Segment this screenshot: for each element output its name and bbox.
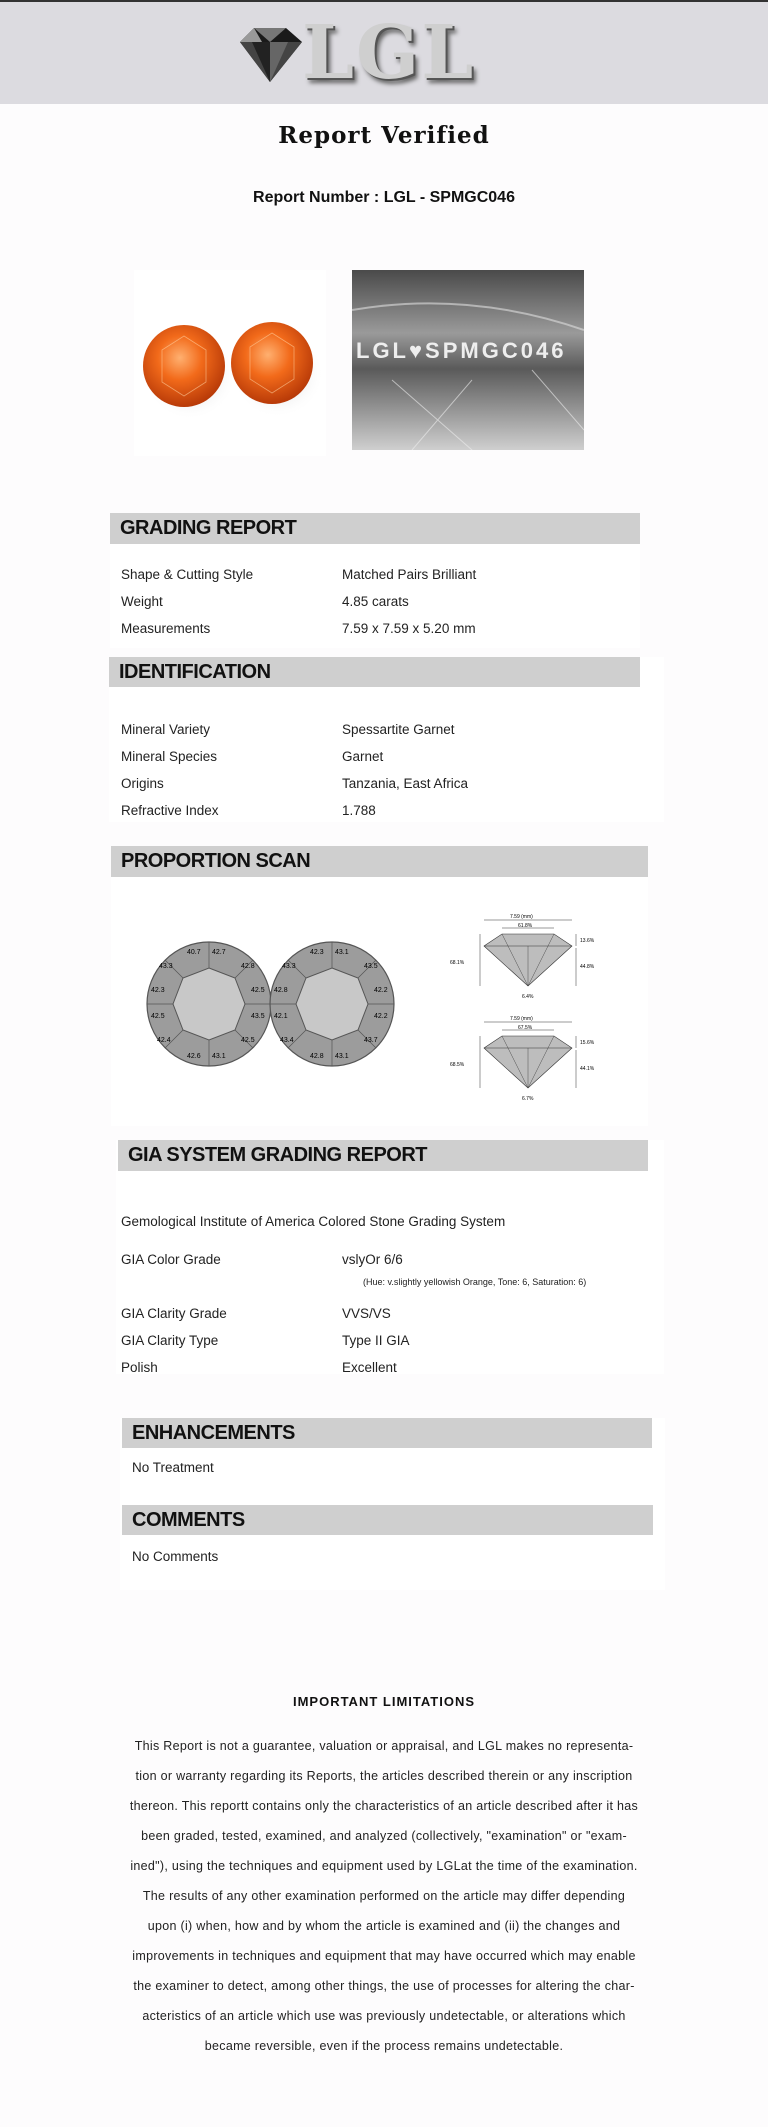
limitations-line: ined"), using the techniques and equipment used by LGLat the time of the examination. [130,1859,638,1873]
facet-label: 43.5 [251,1013,265,1020]
facet-label: 42.8 [310,1053,324,1060]
grading-heading: GRADING REPORT [110,513,640,544]
profile-label: 7.59 (mm) [510,914,533,920]
facet-label: 42.2 [374,987,388,994]
diamond-icon [232,24,308,84]
profile-label: 6.7% [522,1096,534,1102]
profile-label: 44.1% [580,1066,595,1072]
comments-text: No Comments [132,1549,219,1564]
page-title: Report Verified [278,122,490,149]
comments-heading: COMMENTS [122,1505,653,1535]
right-stone-scan [270,942,394,1066]
limitations-text [118,1731,650,2061]
left-stone-scan [147,942,271,1066]
facet-label: 43.1 [335,1053,349,1060]
facet-label: 42.6 [187,1053,201,1060]
facet-label: 42.1 [274,1013,288,1020]
profile-diagram-image [442,906,614,1116]
limitations-line: been graded, tested, examined, and analyzed (collectively, "examination" or "exam- [141,1829,627,1843]
facet-label: 42.7 [212,949,226,956]
profile-label: 61.8% [518,923,533,929]
facet-label: 43.3 [282,963,296,970]
limitations-line: tion or warranty regarding its Reports, the articles described therein or any inscription [135,1769,633,1783]
profile-label: 68.1% [450,960,465,966]
identification-heading: IDENTIFICATION [109,657,640,687]
facet-label: 43.1 [335,949,349,956]
facet-label: 42.5 [241,1037,255,1044]
facet-label: 43.3 [159,963,173,970]
facet-label: 40.7 [187,949,201,956]
facet-label: 43.1 [212,1053,226,1060]
proportion-heading: PROPORTION SCAN [111,846,648,877]
header-banner [0,2,768,104]
facet-label: 42.3 [310,949,324,956]
profile-label: 44.8% [580,964,595,970]
facet-label: 42.4 [157,1037,171,1044]
limitations-line: acteristics of an article which use was previously undetectable, or alterations which [142,2009,626,2023]
profile-label: 6.4% [522,994,534,1000]
facet-label: 42.2 [374,1013,388,1020]
profile-label: 67.5% [518,1025,533,1031]
limitations-line: The results of any other examination performed on the article may differ depending [142,1889,626,1903]
enhancements-heading: ENHANCEMENTS [122,1418,652,1448]
limitations-line: became reversible, even if the process remains undetectable. [204,2039,564,2053]
facet-label: 42.8 [241,963,255,970]
facet-label: 43.7 [364,1037,378,1044]
facet-label: 43.5 [364,963,378,970]
report-number: Report Number : LGL - SPMGC046 [253,189,515,206]
profile-label: 68.5% [450,1062,465,1068]
limitations-line: This Report is not a guarantee, valuation or appraisal, and LGL makes no representa- [134,1739,634,1753]
limitations-line: improvements in techniques and equipment that may have occurred which may enable [132,1949,636,1963]
inscription-photo [352,270,584,450]
profile-label: 15.6% [580,1040,595,1046]
limitations-heading: IMPORTANT LIMITATIONS [292,1694,476,1709]
gia-heading: GIA SYSTEM GRADING REPORT [118,1140,648,1171]
gem-pair-photo [134,270,326,456]
logo-text: LGL [302,10,476,96]
facet-scan-image [117,906,417,1116]
profile-label: 13.6% [580,938,595,944]
facet-label: 43.4 [280,1037,294,1044]
profile-label: 7.59 (mm) [510,1016,533,1022]
facet-label: 42.3 [151,987,165,994]
gia-subtitle: Gemological Institute of America Colored Stone Grading System [121,1214,506,1229]
facet-label: 42.8 [274,987,288,994]
inscription-text: LGL♥SPMGC046 [356,338,567,363]
limitations-line: thereon. This reportt contains only the characteristics of an article described after it has [129,1799,639,1813]
limitations-line: the examiner to detect, among other things, the use of processes for altering the char- [133,1979,635,1993]
facet-label: 42.5 [251,987,265,994]
limitations-line: upon (i) when, how and by whom the article is examined and (ii) the changes and [147,1919,621,1933]
gia-color-note: (Hue: v.slightly yellowish Orange, Tone: 6, Saturation: 6) [363,1277,587,1287]
facet-label: 42.5 [151,1013,165,1020]
lgl-logo [232,10,492,96]
enhancements-text: No Treatment [132,1460,214,1475]
